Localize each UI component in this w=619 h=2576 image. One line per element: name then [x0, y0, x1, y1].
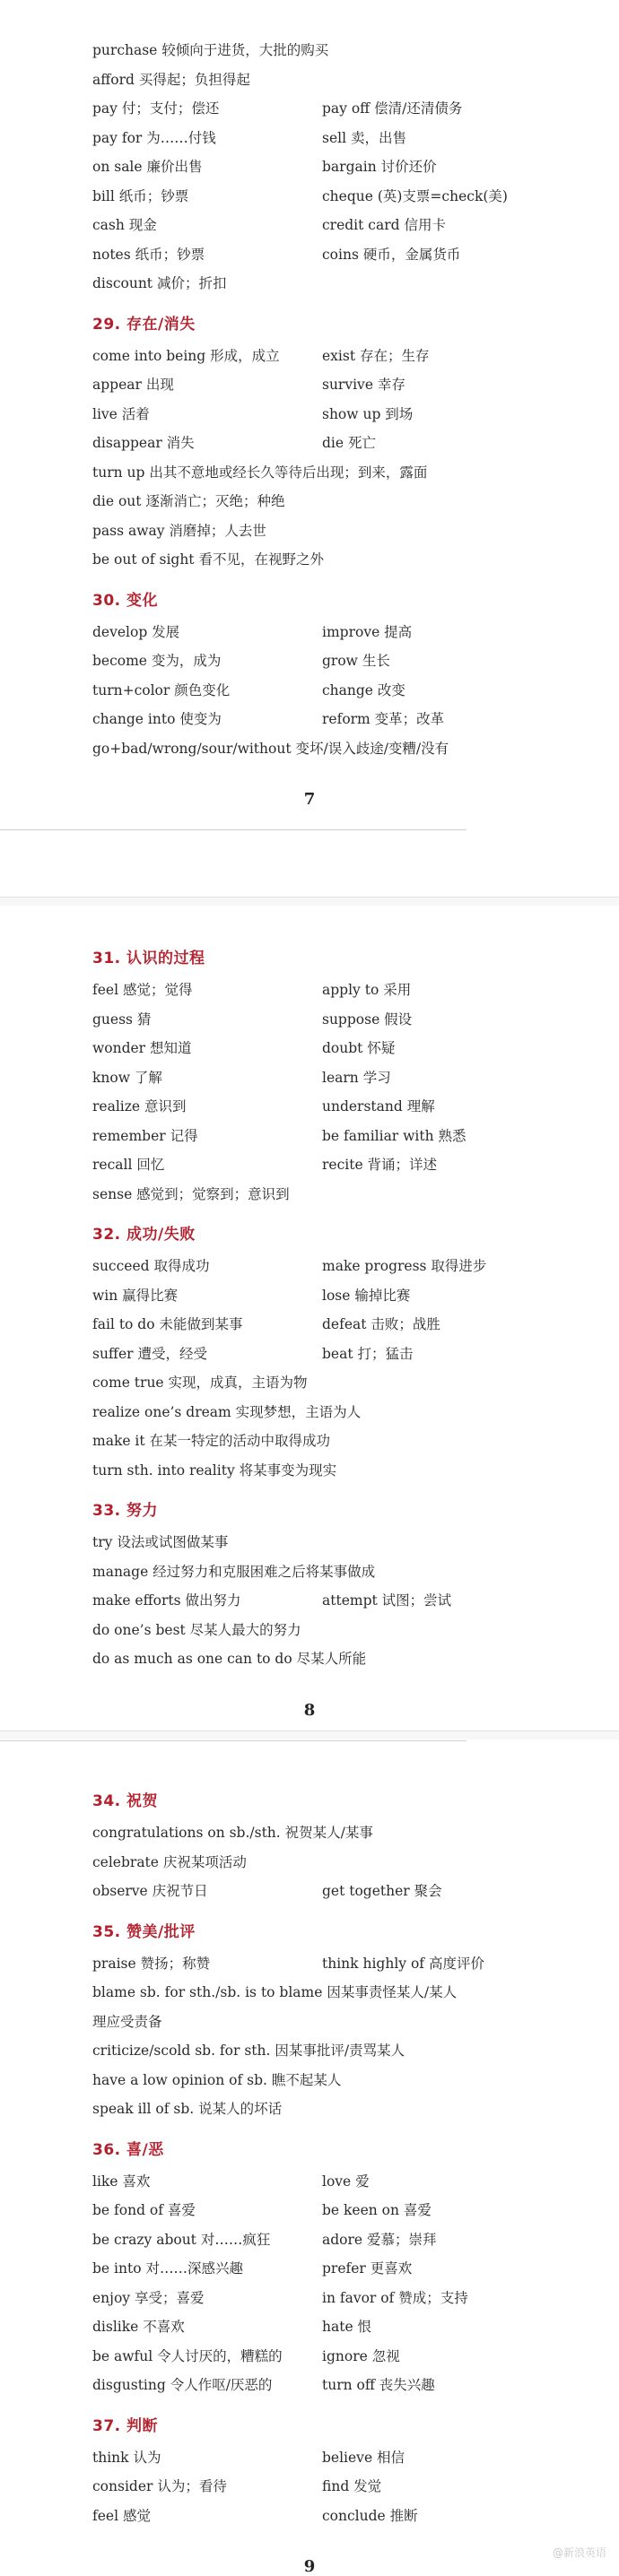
vocab-entry-left: die out 逐渐消亡；灭绝；种绝	[92, 493, 285, 509]
vocab-entry-left: be awful 令人讨厌的，糟糕的	[92, 2347, 283, 2364]
vocab-row	[92, 2196, 568, 2225]
vocab-row	[92, 2284, 568, 2312]
vocab-entry-right: coins 硬币，金属货币	[322, 246, 461, 263]
page-divider	[0, 1740, 466, 1741]
section-heading: 32. 成功/失败	[92, 1226, 196, 1244]
vocab-entry-right: adore 爱慕；崇拜	[322, 2231, 437, 2248]
section-heading: 30. 变化	[92, 591, 159, 610]
vocab-entry-right: think highly of 高度评价	[322, 1955, 484, 1972]
vocab-entry-right: find 发觉	[322, 2478, 382, 2494]
vocab-entry-left: make efforts 做出努力	[92, 1592, 241, 1609]
vocab-row	[92, 2066, 568, 2095]
vocab-row	[92, 1398, 568, 1427]
vocab-entry-right: reform 变革；改革	[322, 711, 445, 727]
vocab-entry-left: turn up 出其不意地或经长久等待后出现；到来，露面	[92, 464, 428, 481]
vocab-entry-left: do as much as one can to do 尽某人所能	[92, 1651, 367, 1667]
vocab-entry-right: be familiar with 熟悉	[322, 1127, 466, 1144]
vocab-row	[92, 1310, 568, 1339]
vocab-row	[92, 2502, 568, 2530]
vocab-row	[92, 458, 568, 487]
vocab-entry-right: understand 理解	[322, 1098, 435, 1115]
vocab-entry-right: believe 相信	[322, 2449, 405, 2466]
vocab-row	[92, 370, 568, 399]
vocab-row	[92, 1949, 568, 1978]
vocab-entry-right: change 改变	[322, 681, 405, 698]
vocab-entry-right: exist 存在；生存	[322, 347, 430, 364]
vocab-row	[92, 1456, 568, 1485]
vocab-entry-left: speak ill of sb. 说某人的坏话	[92, 2101, 283, 2117]
vocab-entry-left: purchase 较倾向于进货，大批的购买	[92, 42, 329, 58]
vocab-entry-left: turn+color 颜色变化	[92, 681, 231, 698]
vocab-entry-right: love 爱	[322, 2173, 370, 2190]
vocab-row	[92, 1557, 568, 1586]
vocab-entry-left: appear 出现	[92, 377, 174, 393]
section-heading: 34. 祝贺	[92, 1792, 159, 1810]
vocab-entry-left: discount 减价；折扣	[92, 275, 227, 291]
vocab-entry-right: defeat 击败；战胜	[322, 1316, 440, 1332]
vocab-row	[92, 1092, 568, 1121]
vocab-row	[92, 2312, 568, 2341]
vocab-entry-left: like 喜欢	[92, 2173, 151, 2190]
vocab-entry-right: grow 生长	[322, 653, 390, 669]
vocab-row	[92, 2342, 568, 2371]
section-heading: 31. 认识的过程	[92, 950, 205, 967]
vocab-entry-left: pass away 消磨掉；人去世	[92, 522, 266, 539]
vocab-row	[92, 2443, 568, 2472]
vocab-entry-right: turn off 丧失兴趣	[322, 2377, 435, 2393]
vocab-entry-left: realize one’s dream 实现梦想，主语为人	[92, 1403, 362, 1420]
vocab-row	[92, 94, 568, 123]
vocab-row	[92, 516, 568, 545]
vocab-row	[92, 2036, 568, 2065]
vocab-entry-right: sell 卖，出售	[322, 129, 406, 146]
vocab-entry-right: conclude 推断	[322, 2507, 418, 2524]
vocab-entry-left: celebrate 庆祝某项活动	[92, 1853, 247, 1870]
vocab-entry-left: come true 实现，成真，主语为物	[92, 1375, 308, 1391]
vocab-entry-left: know 了解	[92, 1069, 162, 1086]
vocab-entry-left: have a low opinion of sb. 瞧不起某人	[92, 2071, 342, 2088]
page-number: 7	[303, 790, 316, 809]
vocab-entry-left: 理应受责备	[92, 2013, 162, 2030]
vocab-entry-left: fail to do 未能做到某事	[92, 1316, 243, 1332]
vocab-row	[92, 182, 568, 211]
vocab-row	[92, 211, 568, 239]
vocab-row	[92, 152, 568, 181]
vocab-row	[92, 2472, 568, 2501]
vocab-entry-left: disappear 消失	[92, 435, 195, 451]
vocab-row	[92, 1368, 568, 1397]
vocab-row	[92, 1252, 568, 1280]
vocab-entry-right: survive 幸存	[322, 377, 405, 393]
vocab-entry-left: consider 认为；看待	[92, 2478, 227, 2494]
vocab-row	[92, 2095, 568, 2123]
vocab-entry-left: blame sb. for sth./sb. is to blame 因某事责怪某人/某人	[92, 1984, 458, 2000]
vocab-row	[92, 1818, 568, 1847]
vocab-row	[92, 545, 568, 574]
vocab-entry-left: pay for 为……付钱	[92, 129, 216, 146]
vocab-entry-left: win 赢得比赛	[92, 1287, 179, 1304]
vocab-entry-right: beat 打；猛击	[322, 1345, 414, 1362]
vocab-entry-right: make progress 取得进步	[322, 1258, 487, 1274]
vocab-row	[92, 1644, 568, 1673]
vocab-entry-left: go+bad/wrong/sour/without 变坏/误入歧途/变糟/没有	[92, 740, 449, 757]
vocab-row	[92, 1978, 568, 2007]
section-heading: 36. 喜/恶	[92, 2140, 164, 2159]
vocab-entry-right: suppose 假设	[322, 1010, 413, 1028]
vocab-row	[92, 2008, 568, 2036]
section-heading: 29. 存在/消失	[92, 315, 196, 334]
vocab-entry-right: prefer 更喜欢	[322, 2260, 413, 2277]
vocab-row	[92, 2254, 568, 2283]
vocab-row	[92, 65, 568, 94]
vocab-row	[92, 1586, 568, 1615]
vocab-entry-left: think 认为	[92, 2449, 161, 2466]
page-number: 8	[303, 1700, 316, 1720]
vocab-entry-left: disgusting 令人作呕/厌恶的	[92, 2377, 273, 2393]
section-heading: 37. 判断	[92, 2416, 159, 2435]
vocab-entry-left: try 设法或试图做某事	[92, 1534, 229, 1550]
vocab-row	[92, 1005, 568, 1034]
vocab-entry-left: suffer 遭受，经受	[92, 1345, 207, 1362]
vocab-row	[92, 1180, 568, 1209]
vocab-entry-left: be out of sight 看不见，在视野之外	[92, 551, 324, 568]
vocab-entry-right: learn 学习	[322, 1069, 391, 1086]
vocab-entry-left: do one’s best 尽某人最大的努力	[92, 1621, 301, 1638]
page-divider	[0, 829, 466, 830]
vocab-row	[92, 676, 568, 705]
vocab-row	[92, 342, 568, 370]
vocab-row	[92, 1616, 568, 1644]
vocab-row	[92, 1848, 568, 1877]
vocab-entry-left: be crazy about 对……疯狂	[92, 2231, 271, 2248]
vocab-entry-left: be fond of 喜爱	[92, 2202, 196, 2218]
vocab-row	[92, 1427, 568, 1455]
vocab-entry-left: guess 猜	[92, 1010, 152, 1028]
vocab-row	[92, 976, 568, 1004]
vocab-row	[92, 734, 568, 763]
vocab-row	[92, 1528, 568, 1557]
vocab-row	[92, 2225, 568, 2254]
vocab-entry-left: criticize/scold sb. for sth. 因某事批评/责骂某人	[92, 2043, 405, 2059]
vocab-entry-right: get together 聚会	[322, 1883, 442, 1899]
vocab-entry-left: feel 感觉	[92, 2507, 151, 2524]
vocab-entry-left: dislike 不喜欢	[92, 2319, 185, 2335]
vocab-entry-left: live 活着	[92, 405, 150, 422]
vocab-row	[92, 487, 568, 516]
vocab-entry-right: improve 提高	[322, 623, 413, 640]
vocab-row	[92, 1340, 568, 1368]
vocab-entry-left: come into being 形成，成立	[92, 347, 280, 364]
vocab-entry-left: develop 发展	[92, 623, 180, 640]
vocab-row	[92, 646, 568, 675]
vocab-entry-right: attempt 试图；尝试	[322, 1592, 452, 1609]
vocab-entry-left: praise 赞扬；称赞	[92, 1955, 211, 1972]
vocab-entry-left: notes 纸币；钞票	[92, 246, 205, 263]
vocab-entry-left: enjoy 享受；喜爱	[92, 2289, 205, 2306]
vocab-entry-left: congratulations on sb./sth. 祝贺某人/某事	[92, 1825, 373, 1841]
vocab-entry-left: pay 付；支付；偿还	[92, 100, 220, 117]
vocab-entry-right: credit card 信用卡	[322, 217, 446, 233]
vocab-entry-left: succeed 取得成功	[92, 1258, 210, 1274]
vocab-entry-left: feel 感觉；觉得	[92, 982, 193, 998]
vocab-entry-left: observe 庆祝节日	[92, 1883, 208, 1899]
section-heading: 35. 赞美/批评	[92, 1922, 196, 1941]
watermark: @新浪英语	[552, 2546, 606, 2559]
vocab-row	[92, 269, 568, 298]
vocab-row	[92, 1877, 568, 1905]
vocab-entry-left: on sale 廉价出售	[92, 159, 203, 175]
vocab-entry-right: lose 输掉比赛	[322, 1287, 411, 1304]
vocab-entry-right: die 死亡	[322, 435, 376, 451]
vocab-entry-left: make it 在某一特定的活动中取得成功	[92, 1433, 331, 1449]
vocab-entry-right: show up 到场	[322, 405, 414, 422]
vocab-entry-left: remember 记得	[92, 1127, 198, 1144]
vocab-entry-right: apply to 采用	[322, 982, 412, 998]
vocab-row	[92, 400, 568, 429]
vocab-entry-left: cash 现金	[92, 217, 157, 233]
vocab-row	[92, 1063, 568, 1092]
vocab-row	[92, 2371, 568, 2399]
vocab-row	[92, 124, 568, 152]
vocab-entry-left: wonder 想知道	[92, 1040, 192, 1056]
vocab-entry-right: be keen on 喜爱	[322, 2202, 432, 2218]
page-number: 9	[303, 2557, 316, 2576]
vocab-entry-left: change into 使变为	[92, 711, 222, 727]
vocab-entry-left: afford 买得起；负担得起	[92, 71, 250, 88]
vocab-row	[92, 2167, 568, 2196]
vocab-entry-left: manage 经过努力和克服困难之后将某事做成	[92, 1563, 376, 1580]
vocab-entry-left: be into 对……深感兴趣	[92, 2260, 243, 2277]
vocab-entry-right: in favor of 赞成；支持	[322, 2289, 468, 2306]
vocab-row	[92, 429, 568, 457]
vocab-entry-left: bill 纸币；钞票	[92, 187, 189, 204]
vocab-entry-right: bargain 讨价还价	[322, 159, 437, 175]
vocab-entry-left: recall 回忆	[92, 1157, 165, 1173]
vocab-row	[92, 705, 568, 733]
vocab-entry-left: realize 意识到	[92, 1098, 187, 1115]
vocab-row	[92, 240, 568, 269]
vocab-entry-right: pay off 偿清/还清债务	[322, 100, 463, 117]
vocab-entry-left: turn sth. into reality 将某事变为现实	[92, 1461, 337, 1479]
vocab-row	[92, 618, 568, 646]
vocab-row	[92, 1150, 568, 1179]
vocab-row	[92, 36, 568, 65]
vocab-entry-right: hate 恨	[322, 2319, 372, 2335]
section-heading: 33. 努力	[92, 1502, 159, 1520]
vocab-entry-right: cheque (英)支票=check(美)	[322, 187, 508, 204]
vocab-entry-left: sense 感觉到；觉察到；意识到	[92, 1185, 290, 1202]
vocab-entry-right: recite 背诵；详述	[322, 1157, 438, 1173]
vocab-row	[92, 1281, 568, 1310]
vocab-row	[92, 1034, 568, 1062]
vocab-entry-right: doubt 怀疑	[322, 1040, 396, 1056]
vocab-entry-left: become 变为，成为	[92, 653, 222, 669]
vocab-row	[92, 1122, 568, 1150]
vocab-entry-right: ignore 忽视	[322, 2347, 400, 2364]
